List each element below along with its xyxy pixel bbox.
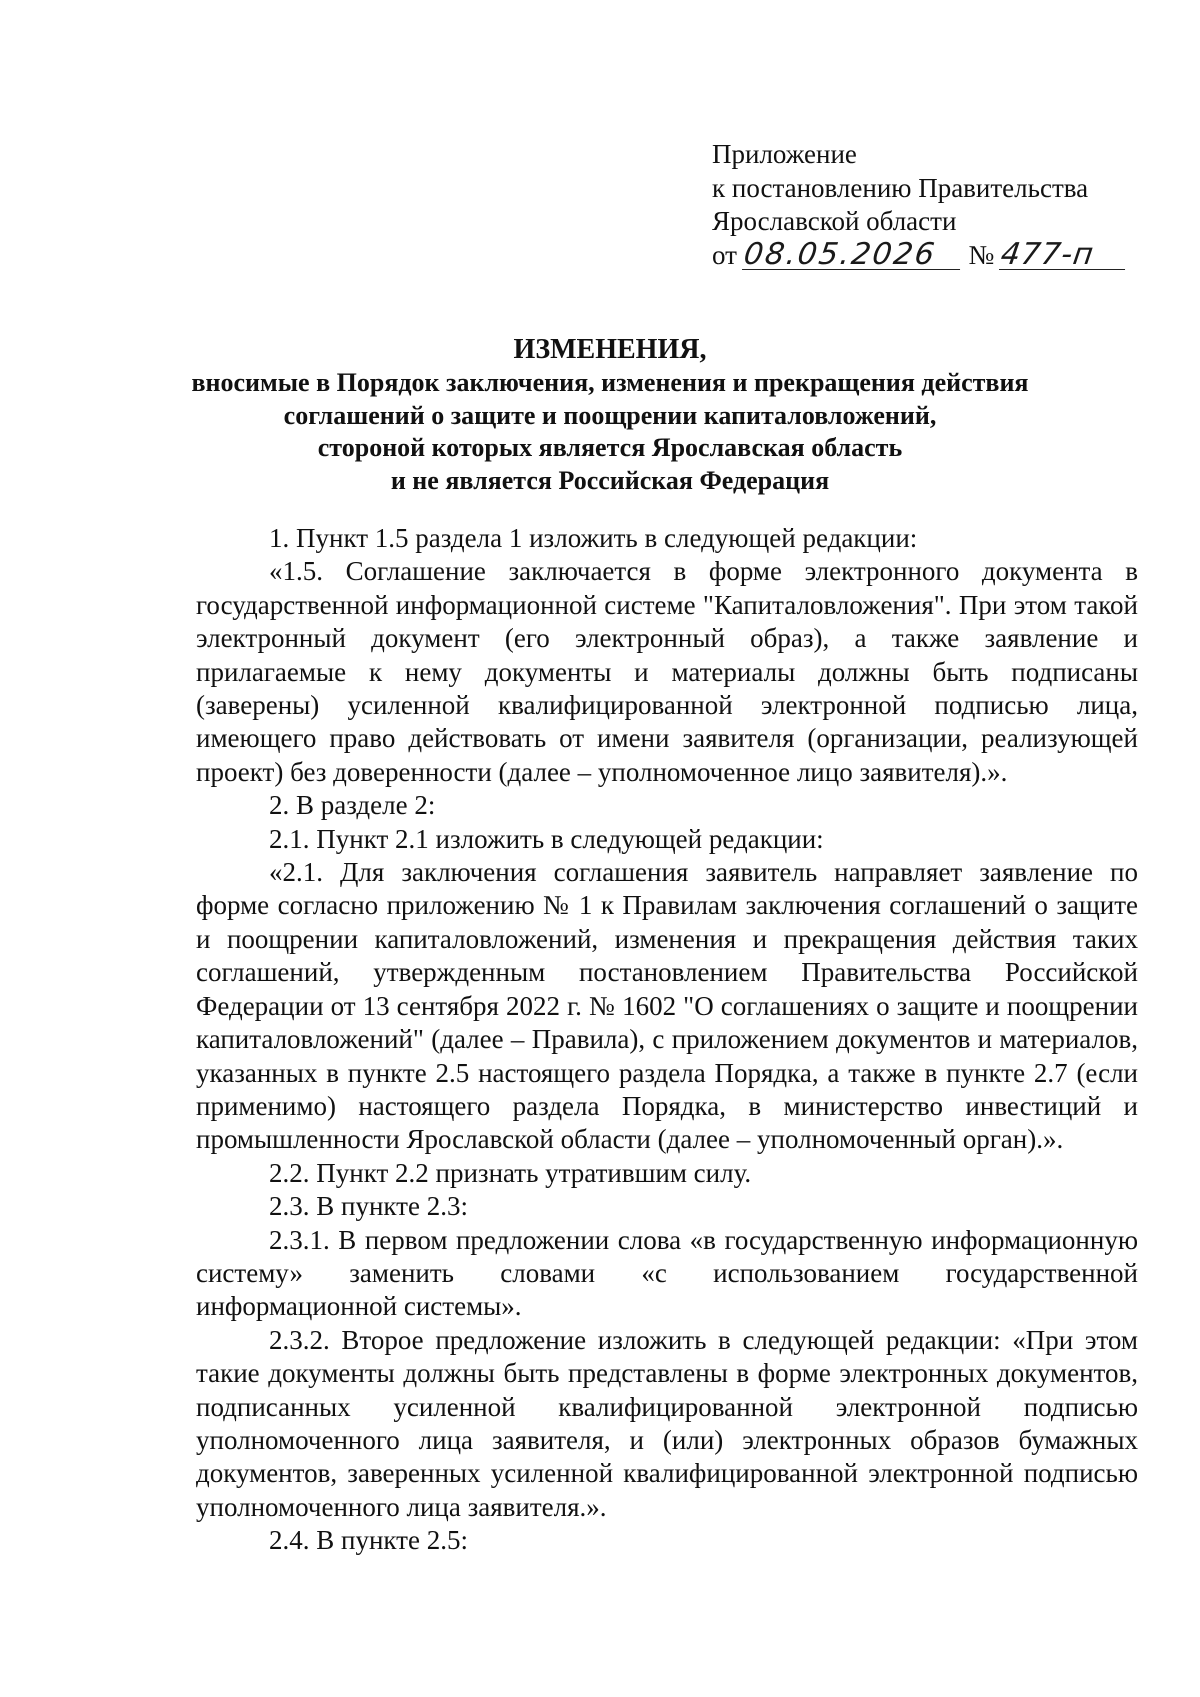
document-body — [196, 522, 1138, 1558]
title-line-4: и не является Российская Федерация — [390, 465, 830, 495]
title-line-1: вносимые в Порядок заключения, изменения и прекращения действия — [191, 368, 1029, 397]
date-prefix: от — [712, 239, 737, 270]
document-title — [170, 333, 1050, 497]
title-line-3: стороной которых является Ярославская область — [317, 433, 903, 462]
paragraph-4: 2.1. Пункт 2.1 изложить в следующей редакции: — [269, 823, 824, 854]
paragraph-3: 2. В разделе 2: — [269, 790, 436, 821]
appendix-region: Ярославской области — [712, 206, 957, 236]
paragraph-10: 2.4. В пункте 2.5: — [269, 1525, 468, 1556]
handwritten-date: 08.05.2026 — [742, 241, 964, 270]
paragraph-2: «1.5. Соглашение заключается в форме электронного документа в государственной информационной системе "Капиталовложения". При этом такой электронный документ (его электронный образ), а также заявление и прилагаемые к нему документы и материалы должны быть подписаны (заверены) усиленной квалифицированной электронной подписью лица, имеющего право действовать от имени заявителя (организации, реализующей проект) без доверенности (далее – уполномоченное лицо заявителя).». — [196, 556, 1138, 787]
paragraph-9: 2.3.2. Второе предложение изложить в следующей редакции: «При этом такие документы должны быть представлены в форме электронных документов, подписанных усиленной квалифицированной электронной подписью уполномоченного лица заявителя, и (или) электронных образов бумажных документов, заверенных усиленной квалифицированной электронной подписью уполномоченного лица заявителя.». — [196, 1324, 1138, 1522]
paragraph-8: 2.3.1. В первом предложении слова «в государственную информационную систему» заменить словами «с использованием государственной информационной системы». — [196, 1224, 1138, 1322]
paragraph-5: «2.1. Для заключения соглашения заявитель направляет заявление по форме согласно приложению № 1 к Правилам заключения соглашений о защите и поощрении капиталовложений, изменения и прекращения действия таких соглашений, утвержденным постановлением Правительства Российской Федерации от 13 сентября 2022 г. № 1602 "О соглашениях о защите и поощрении капиталовложений" (далее – Правила), с приложением документов и материалов, указанных в пункте 2.5 настоящего раздела Порядка, а также в пункте 2.7 (если применимо) настоящего раздела Порядка, в министерство инвестиций и промышленности Ярославской области (далее – уполномоченный орган).». — [196, 857, 1138, 1155]
appendix-title: Приложение — [712, 139, 857, 169]
title-main: ИЗМЕНЕНИЯ, — [513, 334, 707, 365]
paragraph-7: 2.3. В пункте 2.3: — [269, 1191, 468, 1222]
appendix-reference: к постановлению Правительства — [712, 172, 1089, 203]
paragraph-6: 2.2. Пункт 2.2 признать утратившим силу. — [269, 1157, 752, 1188]
title-line-2: соглашений о защите и поощрении капиталовложений, — [283, 400, 937, 430]
number-prefix: № — [968, 239, 995, 270]
appendix-date-number-line — [712, 236, 1127, 273]
handwritten-number: 477-п — [999, 241, 1129, 270]
appendix-block — [712, 138, 1127, 272]
paragraph-1: 1. Пункт 1.5 раздела 1 изложить в следующей редакции: — [269, 523, 918, 553]
